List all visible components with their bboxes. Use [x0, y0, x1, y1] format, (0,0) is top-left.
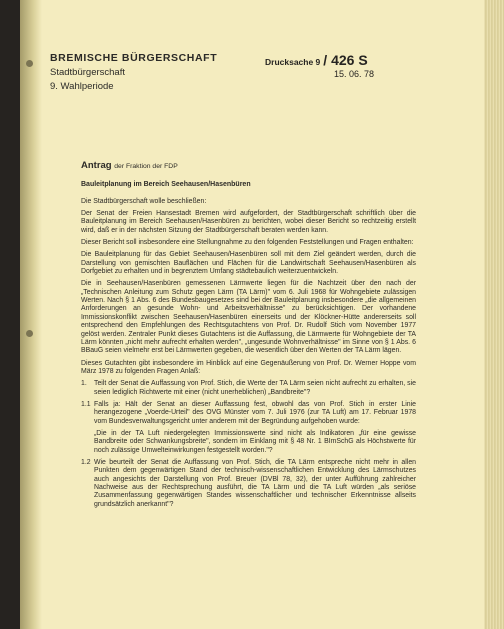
item-text: Falls ja: Hält der Senat an dieser Auffassung fest, obwohl das von Prof. Stich in erster Linie herangezogene „Voerde-Urteil" des OVG Münster vom 7. Juli 1976 (zur TA Luft) am 17. Februar 1978 vom Bundesverwaltungsgericht unter anderem mit der Begründung aufgehoben wurde: — [94, 400, 416, 425]
paragraph: Dieses Gutachten gibt insbesondere im Hinblick auf eine Gegenäußerung von Prof. Dr. Werner Hoppe vom März 1978 zu folgenden Fragen Anlaß: — [81, 359, 416, 375]
page-stack-edges — [484, 0, 504, 629]
paragraph: Dieser Bericht soll insbesondere eine Stellungnahme zu den folgenden Feststellungen und Fragen enthalten: — [81, 239, 414, 247]
intro-line: Die Stadtbürgerschaft wolle beschließen: — [81, 197, 207, 205]
punch-hole — [26, 60, 33, 67]
item-text: Wie beurteilt der Senat die Auffassung von Prof. Stich, die TA Lärm entspreche nicht mehr in allen Punkten dem gegenwärtigen Stand der technisch-wissenschaftlichen Entwicklung des Lärmschutzes auch angesichts der Darstellung von Prof. Breuer (DVBl 78, 32), der unter Aufführung zahlreicher Nachweise aus der Rechtsprechung ausführt, die TA Lärm und die TA Luft würden „als seriöse Zusammenfassung gegenwärtigen Standes wissenschaftlicher und technischer Erkenntnisse allseits grundsätzlich anerkannt"? — [94, 458, 416, 508]
court-quote: „Die in der TA Luft niedergelegten Immissionswerte sind nicht als Indikatoren „für eine gewisse Bandbreite oder Schwankungsbreite", sondern im Einklang mit § 48 Nr. 1 BImSchG als Höchstwerte für noch zulässige Umwelteinwirkungen festgestellt worden."? — [94, 429, 416, 454]
drucksache-number: / 426 S — [323, 52, 368, 68]
letterhead — [50, 52, 217, 92]
organization-name: BREMISCHE BÜRGERSCHAFT — [50, 52, 218, 64]
chamber-name: Stadtbürgerschaft — [50, 67, 125, 78]
page-binding — [20, 0, 42, 629]
title-suffix: der Fraktion der FDP — [114, 163, 178, 170]
document-date: 15. 06. 78 — [334, 69, 375, 79]
paragraph: Die Bauleitplanung für das Gebiet Seehausen/Hasenbüren soll mit dem Ziel geändert werden, durch die Darstellung von gemischten Bauflächen und Flächen für die Landwirtschaft Seehausen/Hasenbüren als Dorfgebiet zu erhalten und in begrenztem Umfang städtebaulich weiterzuentwickeln. — [81, 251, 416, 276]
document-body — [81, 162, 416, 513]
legislative-term: 9. Wahlperiode — [50, 81, 114, 92]
numbered-item — [81, 380, 416, 397]
document-title — [81, 162, 416, 171]
item-number: 1. — [81, 380, 87, 388]
document-page — [20, 0, 504, 629]
document-number — [265, 52, 368, 70]
paragraph: Der Senat der Freien Hansestadt Bremen wird aufgefordert, der Stadtbürgerschaft schriftlich über die Bauleitplanung im Bereich Seehausen/Hasenbüren zu berichten, wobei dieser Bericht so rechtzeitig erstellt wird, daß er in der nächsten Sitzung der Stadtbürgerschaft beraten werden kann. — [81, 210, 416, 234]
punch-hole — [26, 330, 33, 337]
drucksache-label: Drucksache 9 — [265, 57, 321, 67]
document-subject: Bauleitplanung im Bereich Seehausen/Hasenbüren — [81, 181, 251, 189]
numbered-item — [81, 401, 416, 426]
item-text: Teilt der Senat die Auffassung von Prof. Stich, die Werte der TA Lärm seien nicht aufrecht zu erhalten, sie seien lediglich Richtwerte mit einer (nicht unerheblichen) „Bandbreite"? — [94, 380, 416, 396]
title-main: Antrag — [81, 160, 112, 171]
numbered-item — [81, 459, 416, 509]
item-number: 1.2 — [81, 458, 91, 466]
paragraph: Die in Seehausen/Hasenbüren gemessenen Lärmwerte liegen für die Nachtzeit über den nach der „Technischen Anleitung zum Schutz gegen Lärm (TA Lärm)" vom 6. Juli 1968 für Wohngebiete zulässigen Werten. Nach § 1 Abs. 6 des Bundesbaugesetzes sind bei der Bauleitplanung insbesondere „die allgemeinen Anforderungen an gesunde Wohn- und Arbeitsverhältnisse" zu berücksichtigen. Der vorhandene Immissionskonflikt zwischen Seehausen/Hasenbüren einerseits und der Klöckner-Hütte andererseits soll entsprechend den Empfehlungen des Rechtsgutachtens von Prof. Dr. Rudolf Stich vom November 1977 gelöst werden. Zentraler Punkt dieses Gutachtens ist die Auffassung, die Lärmwerte für Wohngebiete der TA Lärm könnten „nicht mehr aufrecht erhalten werden", „ungesunde Wohnverhältnisse" im Sinne von § 1 Abs. 6 BBauG seien vielmehr erst bei Lärmwerten gegeben, die wesentlich über den Werten der TA Lärm lägen. — [81, 280, 416, 355]
item-number: 1.1 — [81, 400, 91, 408]
